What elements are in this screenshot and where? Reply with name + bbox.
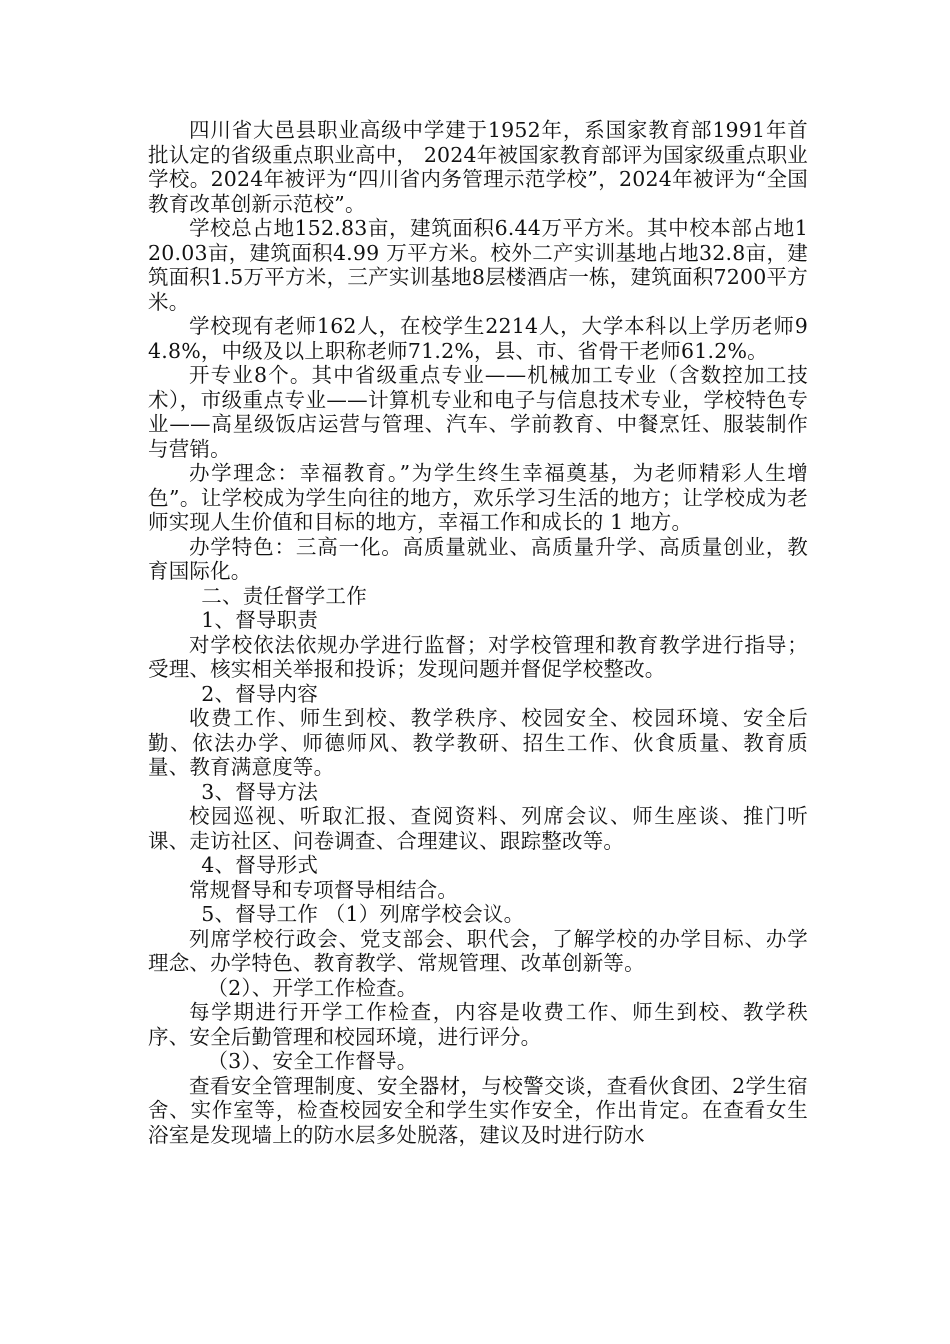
subitem-2-body: 每学期进行开学工作检查，内容是收费工作、师生到校、教学秩序、安全后勤管理和校园环境，进行评分。	[148, 1000, 808, 1049]
item-heading: 2、督导内容	[201, 681, 319, 706]
features-paragraph: 办学特色：三高一化。高质量就业、高质量升学、高质量创业，教育国际化。	[148, 534, 808, 583]
document-page	[148, 118, 808, 1147]
subitem-3-body: 查看安全管理制度、安全器材，与校警交谈，查看伙食团、2学生宿舍、实作室等，检查校园安全和学生实作安全，作出肯定。在查看女生浴室是发现墙上的防水层多处脱落，建议及时进行防水	[148, 1073, 808, 1147]
subitem-2-heading: （2）、开学工作检查。	[207, 975, 418, 1000]
item-body: 对学校依法依规办学进行监督；对学校管理和教育教学进行指导；受理、核实相关举报和投诉；发现问题并督促学校整改。	[148, 632, 808, 681]
item-heading: 1、督导职责	[201, 608, 319, 632]
staff-paragraph: 学校现有老师162人，在校学生2214人，大学本科以上学历老师94.8%，中级及以上职称老师71.2%，县、市、省骨干老师61.2%。	[148, 314, 808, 363]
item-body: 常规督导和专项督导相结合。	[189, 877, 459, 902]
item-heading: 4、督导形式	[201, 853, 319, 877]
philosophy-paragraph: 办学理念：幸福教育。”为学生终生幸福奠基，为老师精彩人生增色”。让学校成为学生向往的地方，欢乐学习生活的地方；让学校成为老师实现人生价值和目标的地方，幸福工作和成长的 1 地方。	[148, 461, 808, 534]
subitem-3-heading: （3）、安全工作督导。	[207, 1049, 418, 1073]
campus-area-paragraph: 学校总占地152.83亩，建筑面积6.44万平方米。其中校本部占地120.03亩，建筑面积4.99 万平方米。校外二产实训基地占地32.8亩，建筑面积1.5万平方米，三产实训基地8层楼酒店一栋，建筑面积7200平方米。	[148, 216, 808, 314]
intro-paragraph: 四川省大邑县职业高级中学建于1952年，系国家教育部1991年首批认定的省级重点职业高中， 2024年被国家教育部评为国家级重点职业学校。2024年被评为“四川省内务管理示范学校”，2024年被评为“全国教育改革创新示范校”。	[148, 118, 808, 216]
item5-heading: 5、督导工作 （1）列席学校会议。	[201, 902, 525, 926]
item-body: 校园巡视、听取汇报、查阅资料、列席会议、师生座谈、推门听课、走访社区、问卷调查、合理建议、跟踪整改等。	[148, 804, 808, 853]
item-heading: 3、督导方法	[201, 779, 319, 804]
majors-paragraph: 开专业8个。其中省级重点专业——机械加工专业（含数控加工技术），市级重点专业——计算机专业和电子与信息技术专业，学校特色专业——高星级饭店运营与管理、汽车、学前教育、中餐烹饪、服装制作与营销。	[148, 363, 808, 461]
item5-body: 列席学校行政会、党支部会、职代会，了解学校的办学目标、办学理念、办学特色、教育教学、常规管理、改革创新等。	[148, 926, 808, 975]
item-body: 收费工作、师生到校、教学秩序、校园安全、校园环境、安全后勤、依法办学、师德师风、教学教研、招生工作、伙食质量、教育质量、教育满意度等。	[148, 706, 808, 779]
section-title: 二、责任督学工作	[201, 583, 367, 608]
